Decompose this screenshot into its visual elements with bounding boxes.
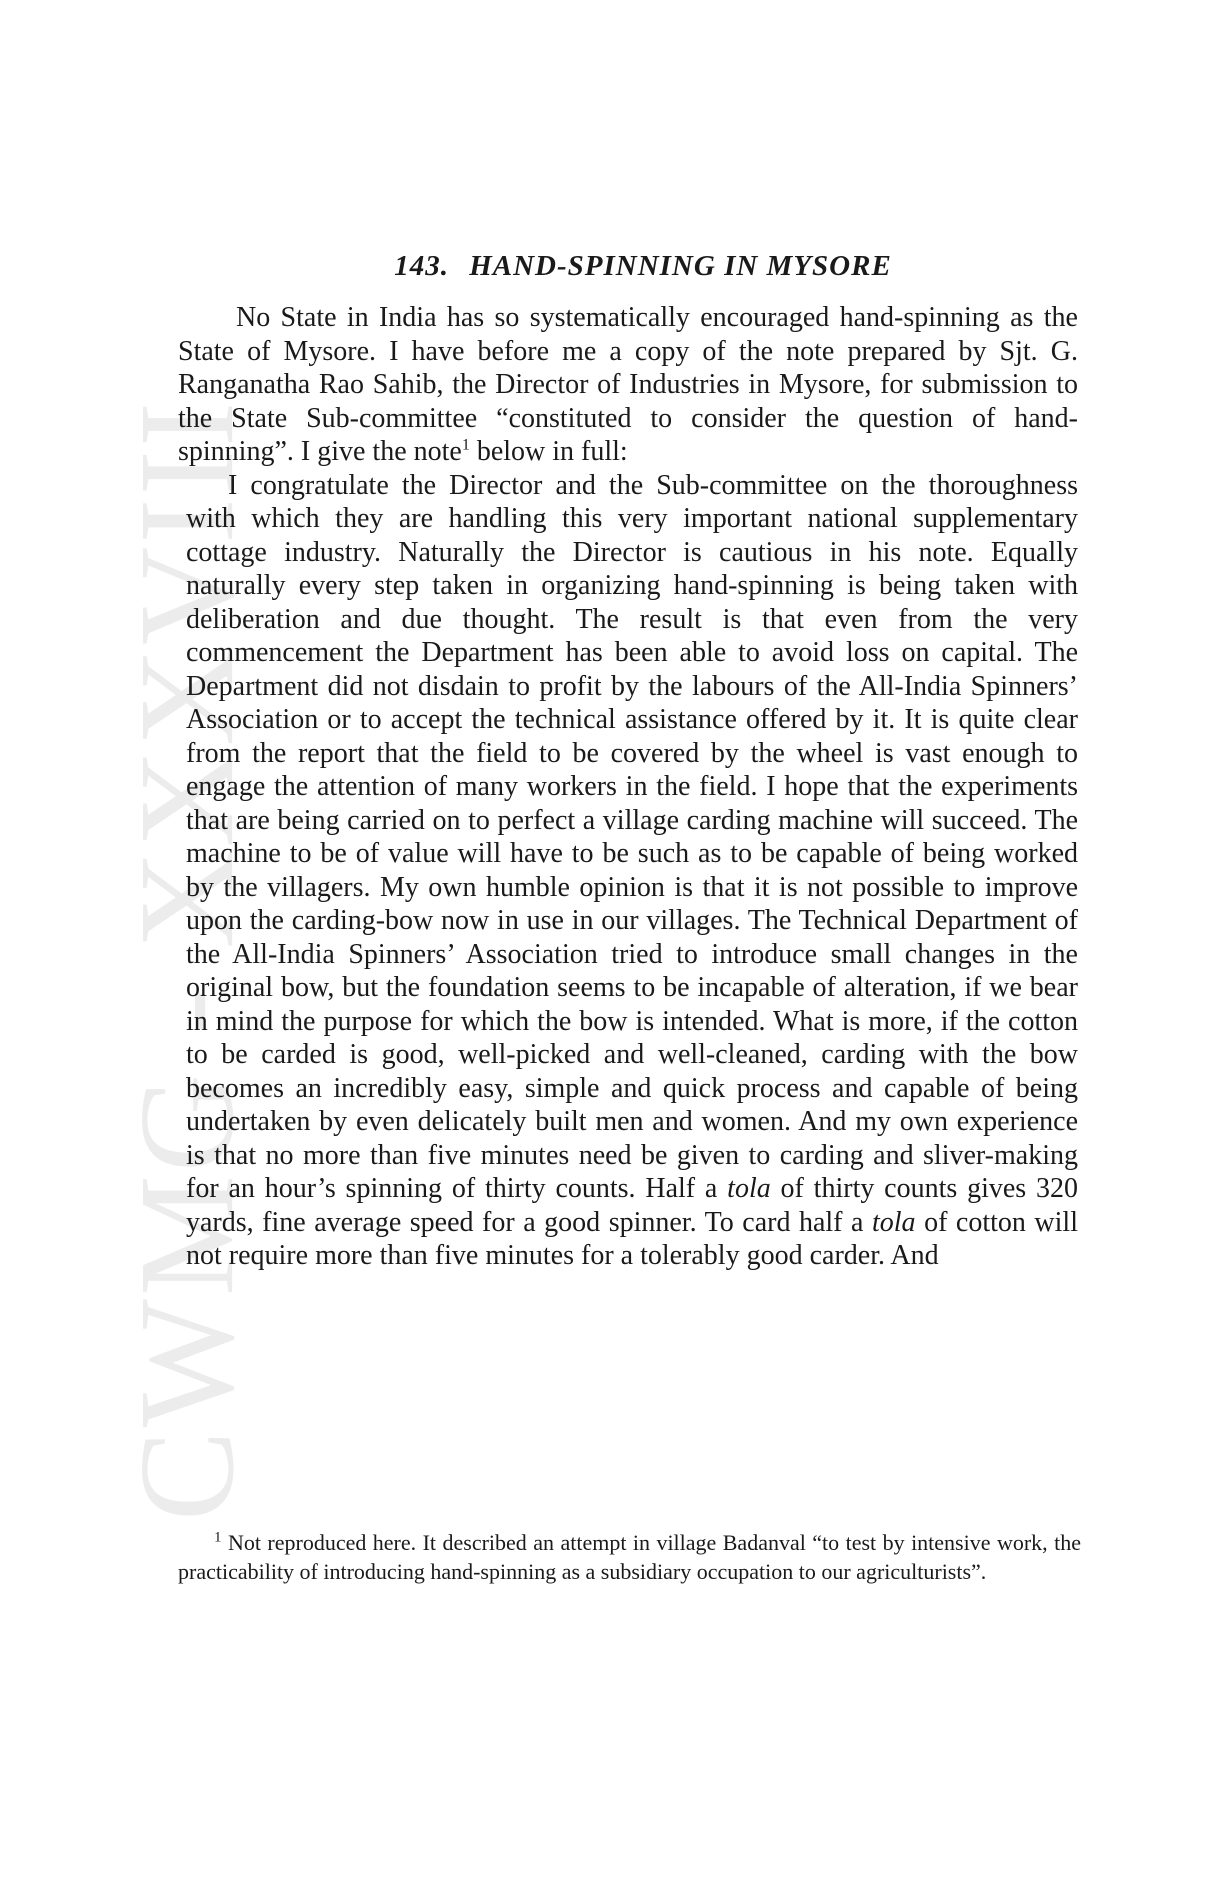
article: [178, 250, 1078, 1273]
footnote-mark: 1: [214, 1529, 222, 1546]
quote-text: I congratulate the Director and the Sub-committee on the thoroughness with which they are handling this very important national supplementary cottage industry. Naturally the Director is cautious in his note. Equally naturally every step taken in organizing hand-spinning is being taken with deliberation and due thought. The result is that even from the very commencement the Department has been able to avoid loss on capital. The Department did not disdain to profit by the labours of the All-India Spinners’ Association or to accept the technical assistance offered by it. It is quite clear from the report that the field to be covered by the wheel is vast enough to engage the attention of many workers in the field. I hope that the experiments that are being carried on to perfect a village carding machine will succeed. The machine to be of value will have to be such as to be capable of being worked by the villagers. My own humble opinion is that it is not possible to improve upon the carding-bow now in use in our villages. The Technical Department of the All-India Spinners’ Association tried to introduce small changes in the original bow, but the foundation seems to be incapable of alteration, if we bear in mind the purpose for which the bow is intended. What is more, if the cotton to be carded is good, well-picked and well-cleaned, carding with the bow becomes an incredibly easy, simple and quick process and capable of being undertaken by even delicately built men and women. And my own experience is that no more than five minutes need be given to carding and sliver-making for an hour’s spinning of thirty counts. Half a: [186, 469, 1078, 1204]
term-tola: tola: [871, 1206, 916, 1238]
intro-text: No State in India has so systematically encouraged hand-spinning as the State of Mysore. I have before me a copy of the note prepared by Sjt. G. Ranganatha Rao Sahib, the Director of Industries in Mysore, for submission to the State Sub-committee “constituted to consider the question of hand-spinning”. I give the note: [178, 302, 1078, 467]
watermark-text: CWMG - XXXVIII: [112, 398, 263, 1522]
quote-text: of thirty counts gives 320 yards, fine average speed for a good spinner. To card half a: [186, 1173, 1078, 1238]
article-heading: [178, 250, 1078, 283]
footnote-text: Not reproduced here. It described an attempt in village Badanval “to test by intensive work, the practicability of introducing hand-spinning as a subsidiary occupation to our agriculturists”.: [178, 1530, 1081, 1584]
article-number: 143.: [394, 250, 449, 282]
article-title: HAND-SPINNING IN MYSORE: [469, 250, 892, 282]
footnote: [178, 1528, 1081, 1586]
intro-text-end: below in full:: [469, 436, 628, 467]
quoted-note: [186, 469, 1078, 1273]
quote-paragraph: [186, 469, 1078, 1273]
intro-paragraph: [178, 301, 1078, 469]
footnote-reference: 1: [461, 436, 470, 454]
term-tola: tola: [727, 1173, 771, 1204]
quote-text: of cotton will not require more than five minutes for a tolerably good carder. And: [186, 1206, 1078, 1271]
